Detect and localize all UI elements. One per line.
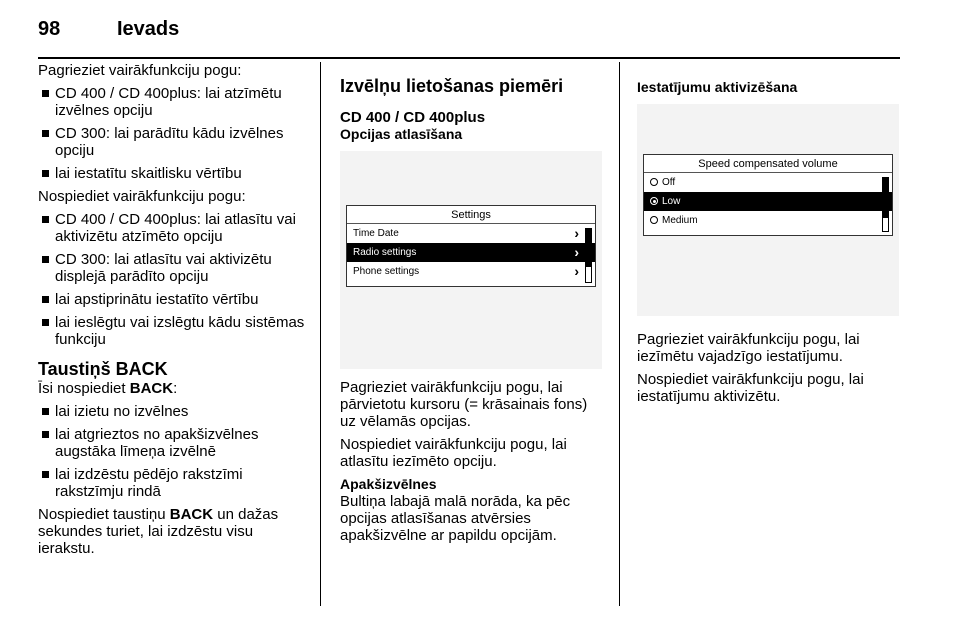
list-item: CD 400 / CD 400plus: lai atlasītu vai aktivizētu atzīmēto opciju bbox=[38, 211, 308, 245]
list-item: lai izdzēstu pēdējo rakstzīmi rakstzīmju rindā bbox=[38, 466, 308, 500]
paragraph bbox=[38, 380, 308, 397]
radio-button-icon bbox=[650, 216, 658, 224]
menu-item-label: Time Date bbox=[353, 228, 399, 239]
bullet-list bbox=[38, 211, 308, 348]
radio-button-icon bbox=[650, 178, 658, 186]
column-divider bbox=[619, 62, 620, 606]
page-number: 98 bbox=[38, 18, 61, 40]
scrollbar bbox=[882, 177, 889, 232]
paragraph: Nospiediet vairākfunkciju pogu, lai atlasītu iezīmēto opciju. bbox=[340, 436, 567, 470]
list-item: lai apstiprinātu iestatīto vērtību bbox=[38, 291, 308, 308]
screen-title: Speed compensated volume bbox=[644, 155, 892, 173]
menu-item-label: Phone settings bbox=[353, 266, 420, 277]
chevron-right-icon: › bbox=[574, 263, 579, 279]
column-divider bbox=[320, 62, 321, 606]
list-item: CD 400 / CD 400plus: lai atzīmētu izvēlnes opciju bbox=[38, 85, 308, 119]
scrollbar-thumb bbox=[586, 229, 591, 267]
column-middle bbox=[340, 62, 605, 544]
paragraph: Pagrieziet vairākfunkciju pogu, lai iezīmētu vajadzīgo iestatījumu. bbox=[637, 331, 860, 365]
list-item: CD 300: lai atlasītu vai aktivizētu displejā parādīto opciju bbox=[38, 251, 308, 285]
menu-item-selected bbox=[347, 243, 595, 262]
list-item: lai izietu no izvēlnes bbox=[38, 403, 308, 420]
section-title: Ievads bbox=[117, 18, 180, 40]
paragraph: Pagrieziet vairākfunkciju pogu: bbox=[38, 62, 242, 79]
option-item-selected bbox=[644, 192, 892, 211]
paragraph: Nospiediet vairākfunkciju pogu, lai iestatījumu aktivizētu. bbox=[637, 371, 864, 405]
scrollbar bbox=[585, 228, 592, 283]
section-heading: Iestatījumu aktivizēšana bbox=[637, 79, 798, 95]
text: Īsi nospiediet bbox=[38, 380, 130, 397]
chevron-right-icon: › bbox=[574, 225, 579, 241]
menu-item bbox=[347, 224, 595, 243]
bullet-list bbox=[38, 403, 308, 500]
paragraph bbox=[38, 506, 308, 557]
sub-subheading: Opcijas atlasīšana bbox=[340, 126, 463, 142]
option-label: Off bbox=[662, 177, 676, 188]
text: : bbox=[173, 380, 178, 397]
subheading: CD 400 / CD 400plus bbox=[340, 109, 486, 126]
option-label: Low bbox=[662, 196, 681, 207]
key-name: BACK bbox=[129, 380, 174, 397]
screen-title: Settings bbox=[347, 206, 595, 224]
column-left bbox=[38, 62, 308, 557]
bullet-list bbox=[38, 85, 308, 182]
radio-button-icon bbox=[650, 197, 658, 205]
list-item: lai atgrieztos no apakšizvēlnes augstāka līmeņa izvēlnē bbox=[38, 426, 308, 460]
column-right bbox=[637, 62, 902, 405]
menu-item-label: Radio settings bbox=[353, 247, 417, 258]
paragraph: Bultiņa labajā malā norāda, ka pēc opcijas atlasīšanas atvērsies apakšizvēlne ar papildu opcijām. bbox=[340, 493, 571, 544]
header-divider bbox=[38, 57, 900, 59]
list-item: lai iestatītu skaitlisku vērtību bbox=[38, 165, 308, 182]
display-screen bbox=[346, 205, 596, 287]
list-item: CD 300: lai parādītu kādu izvēlnes opciju bbox=[38, 125, 308, 159]
paragraph: Nospiediet vairākfunkciju pogu: bbox=[38, 188, 246, 205]
back-key-heading: Taustiņš BACK bbox=[38, 359, 168, 379]
option-item bbox=[644, 211, 892, 230]
scrollbar-thumb bbox=[883, 178, 888, 218]
text: Nospiediet taustiņu bbox=[38, 506, 170, 523]
submenu-heading: Apakšizvēlnes bbox=[340, 476, 437, 492]
chevron-right-icon: › bbox=[574, 244, 579, 260]
menu-item bbox=[347, 262, 595, 281]
key-name: BACK bbox=[169, 506, 214, 523]
volume-screen-figure bbox=[637, 104, 899, 316]
display-screen bbox=[643, 154, 893, 236]
paragraph: Pagrieziet vairākfunkciju pogu, lai pārvietotu kursoru (= krāsainais fons) uz vēlamās opcijas. bbox=[340, 379, 588, 430]
option-item bbox=[644, 173, 892, 192]
settings-screen-figure bbox=[340, 151, 602, 369]
option-label: Medium bbox=[662, 215, 698, 226]
text: un dažas sekundes turiet, lai izdzēstu visu ierakstu. bbox=[38, 506, 279, 557]
section-heading: Izvēlņu lietošanas piemēri bbox=[340, 76, 564, 96]
list-item: lai ieslēgtu vai izslēgtu kādu sistēmas funkciju bbox=[38, 314, 308, 348]
